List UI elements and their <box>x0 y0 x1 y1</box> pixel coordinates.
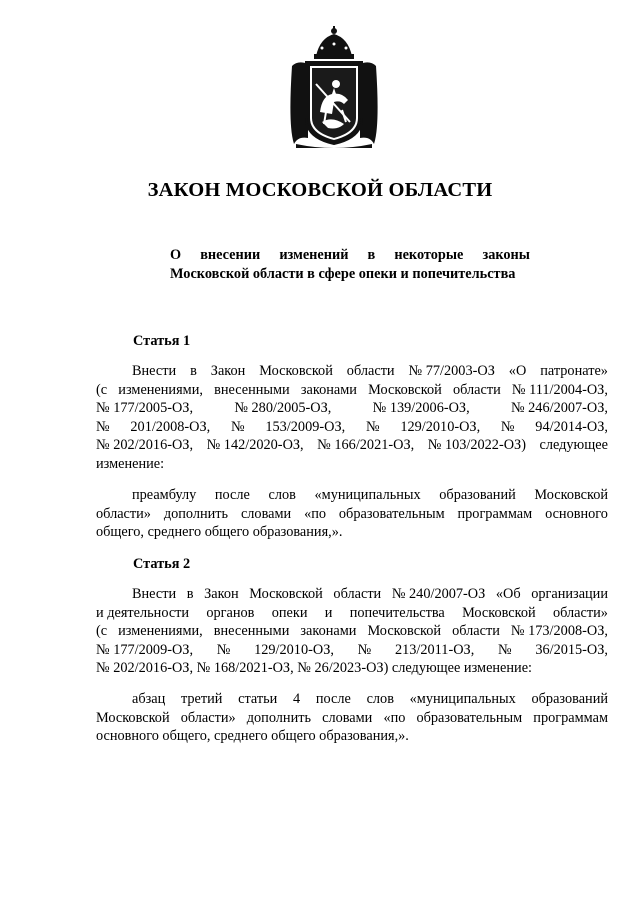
text-word: № 177/2009-ОЗ, <box>96 641 194 658</box>
text-word: программам <box>533 709 608 726</box>
text-line <box>96 505 608 524</box>
text-word: внесенными <box>214 381 290 398</box>
text-word: № <box>500 418 515 435</box>
subtitle-word: внесении <box>200 247 261 263</box>
article-2-amendment-paragraph <box>96 690 608 746</box>
text-word: опеки <box>271 604 308 621</box>
text-word: 153/2009-ОЗ, <box>265 418 346 435</box>
text-word: Московской <box>367 623 442 640</box>
text-word: абзац <box>132 691 166 707</box>
text-word: законами <box>300 623 357 640</box>
text-line <box>96 659 608 678</box>
text-word: третий <box>180 691 223 707</box>
subtitle-word: изменений <box>279 247 349 263</box>
text-line <box>96 523 608 542</box>
text-word: внесенными <box>213 623 290 640</box>
text-word: Московской <box>96 709 170 726</box>
text-word: образований <box>531 691 608 707</box>
text-word: организации <box>531 586 608 602</box>
text-word: «по <box>383 709 406 726</box>
text-word: Московской <box>249 586 323 602</box>
text-line <box>96 399 608 418</box>
text-word: № 246/2007-ОЗ, <box>510 400 608 417</box>
coat-of-arms-emblem <box>286 26 382 148</box>
text-word: основного <box>545 505 608 522</box>
text-word: № <box>216 641 231 658</box>
text-line <box>96 362 608 381</box>
text-word: Московской <box>462 604 536 621</box>
subtitle-word: в <box>367 247 376 263</box>
text-word: образований <box>439 487 516 503</box>
document-title: ЗАКОН МОСКОВСКОЙ ОБЛАСТИ <box>147 179 493 201</box>
text-word: слов <box>268 487 296 503</box>
text-word: Московской <box>368 381 442 398</box>
text-line <box>96 641 608 660</box>
text-word: и <box>324 604 333 621</box>
text-word: Внести <box>132 363 177 379</box>
text-word: № 77/2003-ОЗ <box>408 363 495 379</box>
text-word: изменениями, <box>118 381 203 398</box>
text-word: после <box>214 487 250 503</box>
text-word: законами <box>300 381 357 398</box>
text-word: № 139/2006-ОЗ, <box>372 400 470 417</box>
text-word: изменение: <box>96 455 165 472</box>
subtitle-word: О <box>170 247 182 263</box>
text-word: № 166/2021-ОЗ, <box>317 437 415 454</box>
text-word: статьи <box>238 691 278 707</box>
text-word: 129/2010-ОЗ, <box>400 418 481 435</box>
text-word: области» <box>96 505 151 522</box>
text-word: основного общего, среднего общего образования,». <box>96 728 409 745</box>
text-word: дополнить <box>246 709 311 726</box>
text-word: после <box>315 691 351 707</box>
text-word: словами <box>240 505 292 522</box>
text-word: области <box>346 363 395 379</box>
text-word: общего, среднего общего образования,». <box>96 524 343 541</box>
text-word: «Об <box>495 586 521 602</box>
text-word: № 240/2007-ОЗ <box>391 586 486 602</box>
text-word: программам <box>457 505 533 522</box>
text-line <box>96 381 608 400</box>
text-word: 213/2011-ОЗ, <box>394 641 475 658</box>
text-word: преамбулу <box>132 487 197 503</box>
text-word: № <box>96 418 110 435</box>
text-word: Закон <box>204 586 239 602</box>
text-word: образовательным <box>338 505 445 522</box>
text-line <box>96 622 608 641</box>
text-line <box>96 436 608 455</box>
text-word: «муниципальных <box>314 487 421 503</box>
text-line <box>96 727 608 746</box>
text-word: 94/2014-ОЗ, <box>535 418 608 435</box>
article-2-body-paragraph <box>96 585 608 678</box>
text-word: области» <box>180 709 236 726</box>
text-word: и деятельности <box>96 604 190 621</box>
text-word: Московской <box>259 363 333 379</box>
text-word: № 280/2005-ОЗ, <box>234 400 332 417</box>
text-word: № <box>357 641 372 658</box>
text-line <box>96 455 608 474</box>
text-word: словами <box>322 709 373 726</box>
text-word: 36/2015-ОЗ, <box>535 641 608 658</box>
text-word: № 202/2016-ОЗ, <box>96 437 194 454</box>
text-word: № 202/2016-ОЗ, № 168/2021-ОЗ, № 26/2023-ОЗ) следующее изменение: <box>96 660 533 677</box>
text-word: дополнить <box>163 505 229 522</box>
text-word: образовательным <box>416 709 523 726</box>
text-word: Внести <box>132 586 177 602</box>
text-word: в <box>186 586 194 602</box>
text-word: № 142/2020-ОЗ, <box>206 437 304 454</box>
text-word: 129/2010-ОЗ, <box>254 641 334 658</box>
text-word: изменениями, <box>118 623 203 640</box>
subtitle-line-2: Московской области в сфере опеки и попечительства <box>170 266 516 282</box>
text-word: области» <box>552 604 608 621</box>
text-word: области <box>333 586 382 602</box>
text-word: № 103/2022-ОЗ) <box>427 437 526 454</box>
text-word: «по <box>304 505 327 522</box>
subtitle-word: некоторые <box>394 247 464 263</box>
article-1-body-paragraph <box>96 362 608 474</box>
text-word: № 111/2004-ОЗ, <box>511 381 608 398</box>
text-line <box>96 486 608 505</box>
subtitle-line-1 <box>170 246 530 265</box>
article-1-heading: Статья 1 <box>133 333 191 349</box>
text-word: № <box>365 418 380 435</box>
text-line <box>96 709 608 728</box>
text-word: в <box>190 363 197 379</box>
text-word: Закон <box>210 363 246 379</box>
text-word: области <box>452 623 500 640</box>
text-word: 4 <box>293 691 301 707</box>
text-word: № <box>497 641 512 658</box>
document-subtitle <box>170 246 530 284</box>
text-line <box>96 418 608 437</box>
text-word: патронате» <box>540 363 608 379</box>
text-line <box>96 690 608 709</box>
text-word: «О <box>508 363 527 379</box>
text-word: № 173/2008-ОЗ, <box>510 623 608 640</box>
text-word: попечительства <box>349 604 445 621</box>
text-word: следующее <box>539 437 608 454</box>
text-word: органов <box>206 604 255 621</box>
article-1-amendment-paragraph <box>96 486 608 542</box>
article-2-heading: Статья 2 <box>133 556 191 572</box>
subtitle-word: законы <box>482 247 530 263</box>
text-word: № 177/2005-ОЗ, <box>96 400 194 417</box>
text-word: области <box>452 381 501 398</box>
text-word: Московской <box>534 487 608 503</box>
text-word: № <box>230 418 245 435</box>
text-word: 201/2008-ОЗ, <box>130 418 211 435</box>
text-word: (с <box>96 623 108 640</box>
text-line <box>96 585 608 604</box>
text-word: (с <box>96 381 108 398</box>
text-word: слов <box>366 691 394 707</box>
text-word: «муниципальных <box>409 691 516 707</box>
text-line <box>96 604 608 623</box>
